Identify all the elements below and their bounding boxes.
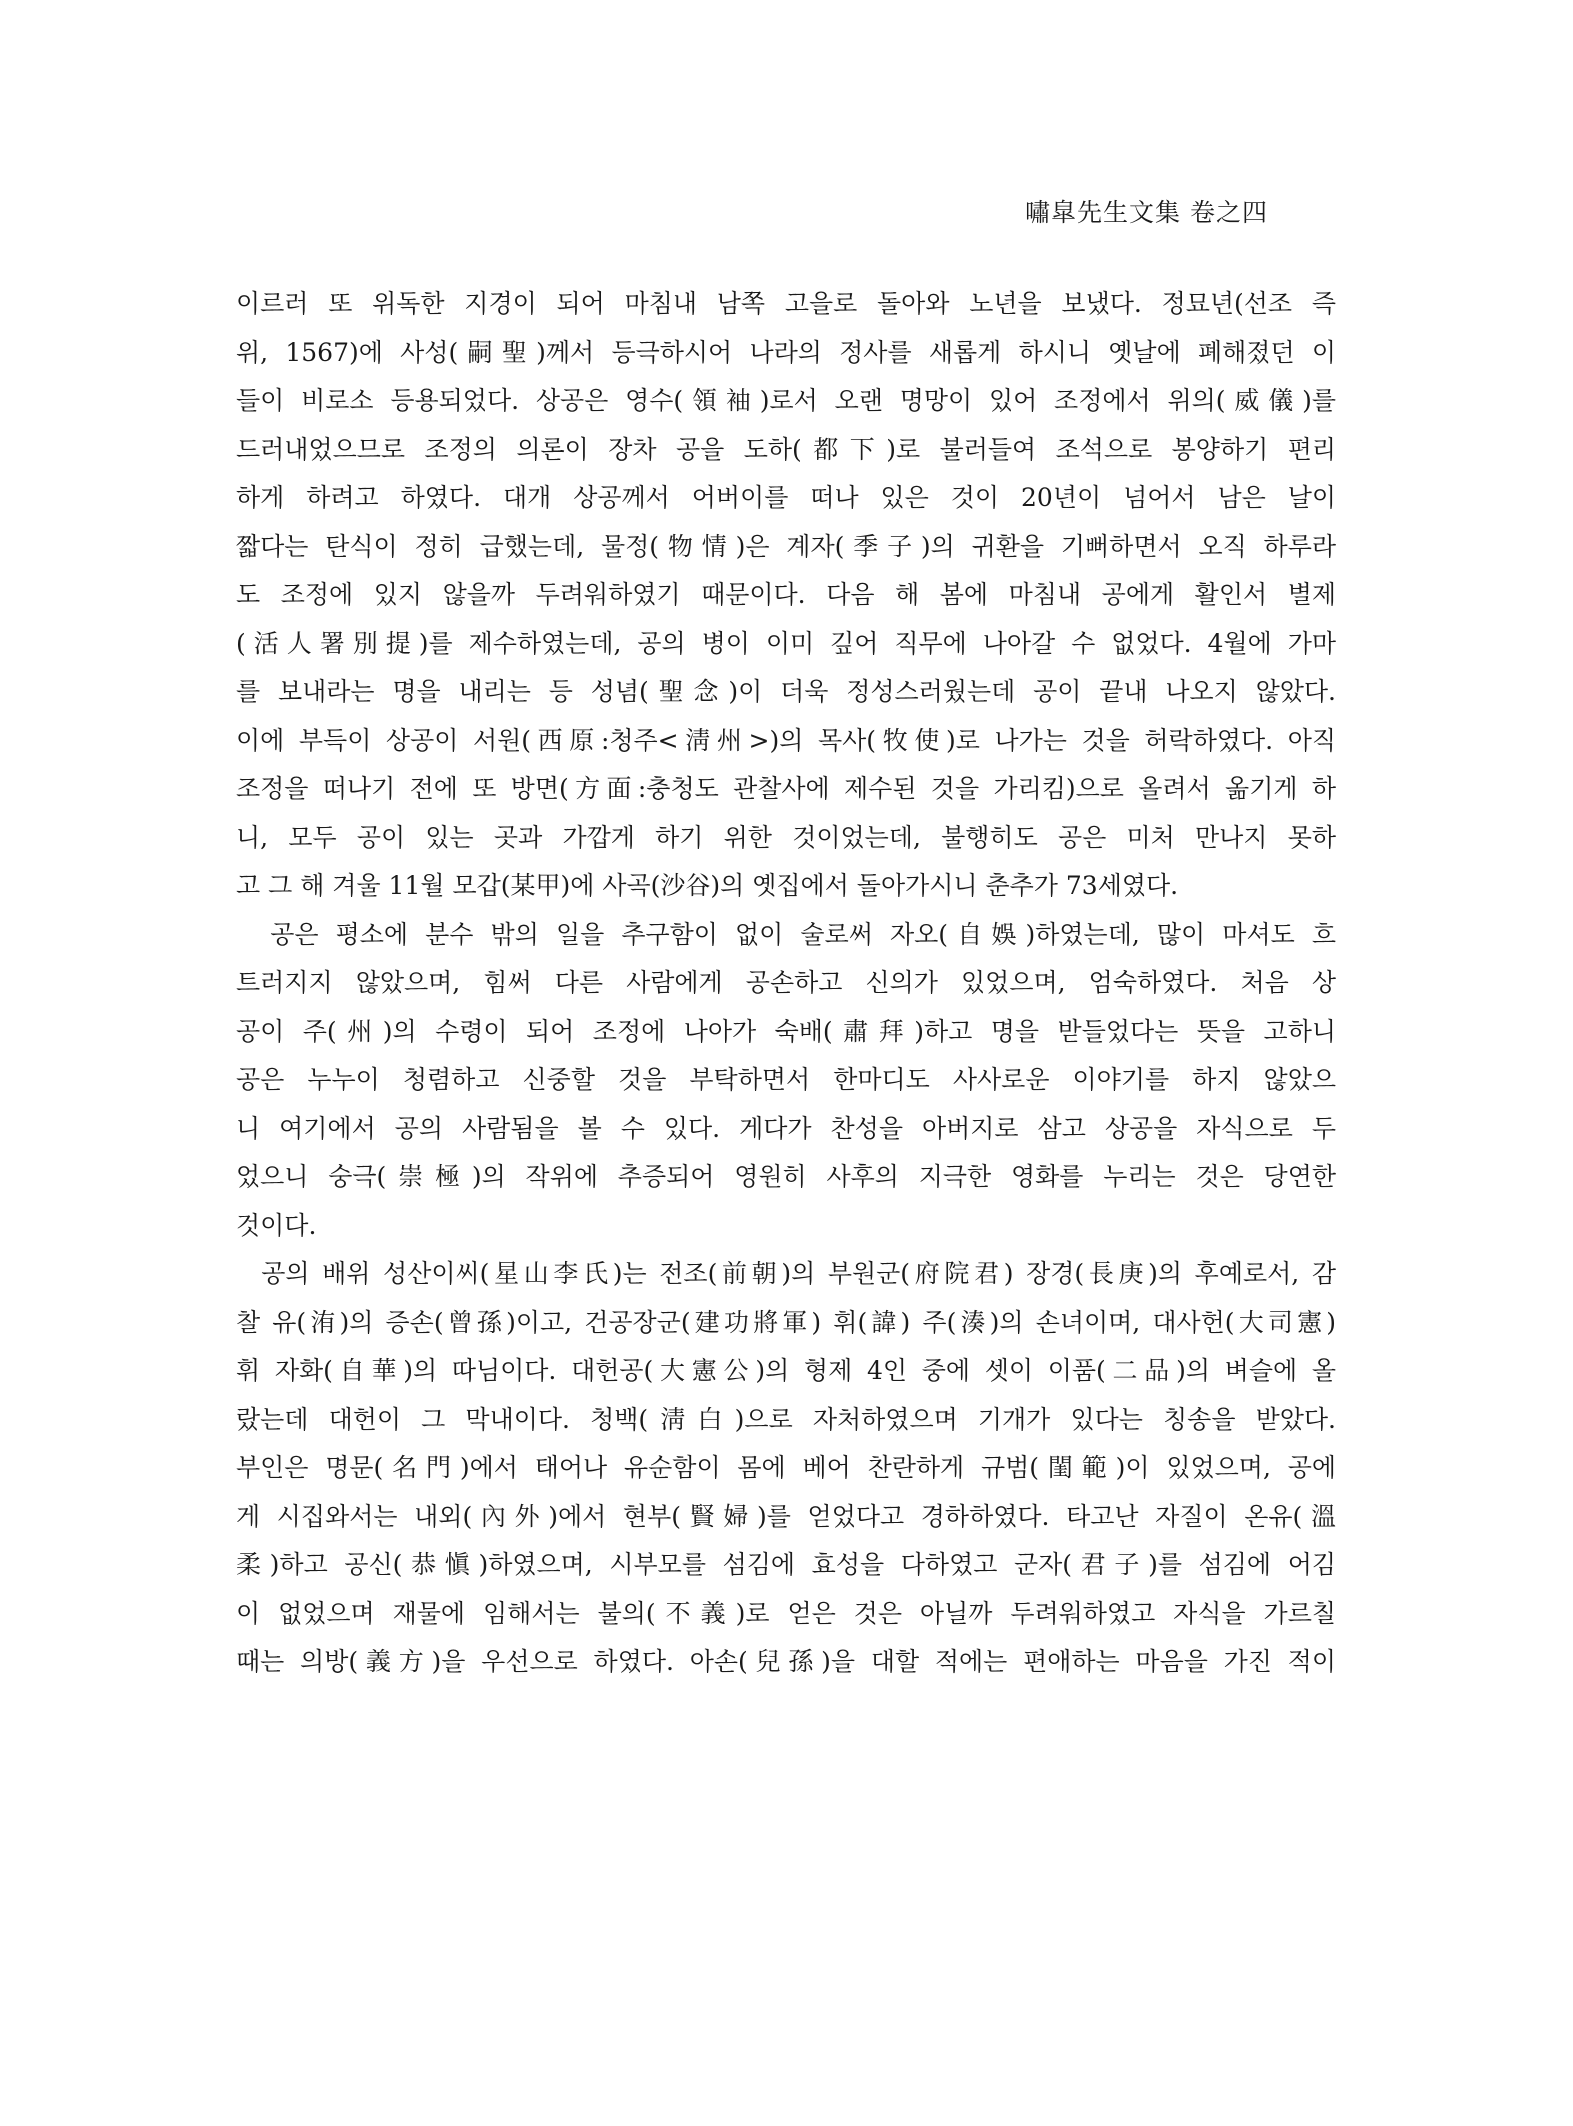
text-line: 휘 자화(自華)의 따님이다. 대헌공(大憲公)의 형제 4인 중에 셋이 이품(二品)의 벼슬에 올 bbox=[236, 1356, 1336, 1385]
text-line: 것이다. bbox=[236, 1210, 317, 1240]
text-line: 니 여기에서 공의 사람됨을 볼 수 있다. 게다가 찬성을 아버지로 삼고 상공을 자식으로 두 bbox=[236, 1113, 1336, 1143]
text-line: 짧다는 탄식이 정히 급했는데, 물정(物情)은 계자(季子)의 귀환을 기뻐하면서 오직 하루라 bbox=[236, 531, 1336, 561]
text-line: 공은 누누이 청렴하고 신중할 것을 부탁하면서 한마디도 사사로운 이야기를 하지 않았으 bbox=[236, 1065, 1336, 1094]
text-line: 공은 평소에 분수 밖의 일을 추구함이 없이 술로써 자오(自娛)하였는데, 많이 마셔도 흐 bbox=[236, 919, 1336, 949]
text-line: 랐는데 대헌이 그 막내이다. 청백(淸白)으로 자처하였으며 기개가 있다는 칭송을 받았다. bbox=[236, 1404, 1336, 1434]
text-line: 드러내었으므로 조정의 의론이 장차 공을 도하(都下)로 불러들여 조석으로 봉양하기 편리 bbox=[236, 434, 1336, 464]
text-line: 게 시집와서는 내외(內外)에서 현부(賢婦)를 얻었다고 경하하였다. 타고난 자질이 온유(溫 bbox=[236, 1501, 1336, 1531]
text-line: 부인은 명문(名門)에서 태어나 유순함이 몸에 베어 찬란하게 규범(閨範)이 있었으며, 공에 bbox=[236, 1453, 1336, 1482]
text-line: 조정을 떠나기 전에 또 방면(方面:충청도 관찰사에 제수된 것을 가리킴)으로 올려서 옮기게 하 bbox=[236, 774, 1336, 803]
text-line: 찰 유(洧)의 증손(曾孫)이고, 건공장군(建功將軍) 휘(諱) 주(湊)의 손녀이며, 대사헌(大司憲) bbox=[236, 1307, 1336, 1337]
text-line: 柔)하고 공신(恭愼)하였으며, 시부모를 섬김에 효성을 다하였고 군자(君子)를 섬김에 어김 bbox=[236, 1550, 1336, 1579]
page-body bbox=[236, 280, 1336, 1687]
paragraph-3 bbox=[236, 1250, 1336, 1687]
text-line: 이르러 또 위독한 지경이 되어 마침내 남쪽 고을로 돌아와 노년을 보냈다. 정묘년(선조 즉 bbox=[236, 289, 1336, 318]
text-line: 고 그 해 겨울 11월 모갑(某甲)에 사곡(沙谷)의 옛집에서 돌아가시니 춘추가 73세였다. bbox=[236, 871, 1179, 900]
paragraph-2 bbox=[236, 911, 1336, 1251]
text-line: 위, 1567)에 사성(嗣聖)께서 등극하시어 나라의 정사를 새롭게 하시니 옛날에 폐해졌던 이 bbox=[236, 337, 1336, 367]
text-line: 들이 비로소 등용되었다. 상공은 영수(領袖)로서 오랜 명망이 있어 조정에서 위의(威儀)를 bbox=[236, 386, 1336, 415]
text-line: 를 보내라는 명을 내리는 등 성념(聖念)이 더욱 정성스러웠는데 공이 끝내 나오지 않았다. bbox=[236, 677, 1336, 706]
text-line: 이에 부득이 상공이 서원(西原:청주<淸州>)의 목사(牧使)로 나가는 것을 허락하였다. 아직 bbox=[236, 725, 1336, 755]
text-line: 도 조정에 있지 않을까 두려워하였기 때문이다. 다음 해 봄에 마침내 공에게 활인서 별제 bbox=[236, 580, 1336, 609]
text-line: 이 없었으며 재물에 임해서는 불의(不義)로 얻은 것은 아닐까 두려워하였고 자식을 가르칠 bbox=[236, 1598, 1336, 1628]
page-header: 嘯皐先生文集 卷之四 bbox=[1025, 198, 1268, 227]
text-line: 공이 주(州)의 수령이 되어 조정에 나아가 숙배(肅拜)하고 명을 받들었다는 뜻을 고하니 bbox=[236, 1016, 1336, 1046]
text-line: 때는 의방(義方)을 우선으로 하였다. 아손(兒孫)을 대할 적에는 편애하는 마음을 가진 적이 bbox=[236, 1647, 1336, 1676]
text-line: 었으니 숭극(崇極)의 작위에 추증되어 영원히 사후의 지극한 영화를 누리는 것은 당연한 bbox=[236, 1162, 1336, 1191]
text-line: 공의 배위 성산이씨(星山李氏)는 전조(前朝)의 부원군(府院君) 장경(長庚)의 후예로서, 감 bbox=[236, 1259, 1336, 1288]
text-line: 니, 모두 공이 있는 곳과 가깝게 하기 위한 것이었는데, 불행히도 공은 미처 만나지 못하 bbox=[236, 822, 1336, 852]
text-line: 트러지지 않았으며, 힘써 다른 사람에게 공손하고 신의가 있었으며, 엄숙하였다. 처음 상 bbox=[236, 968, 1336, 997]
text-line: (活人署別提)를 제수하였는데, 공의 병이 이미 깊어 직무에 나아갈 수 없었다. 4월에 가마 bbox=[236, 628, 1336, 658]
paragraph-1 bbox=[236, 280, 1336, 911]
text-line: 하게 하려고 하였다. 대개 상공께서 어버이를 떠나 있은 것이 20년이 넘어서 남은 날이 bbox=[236, 483, 1336, 512]
